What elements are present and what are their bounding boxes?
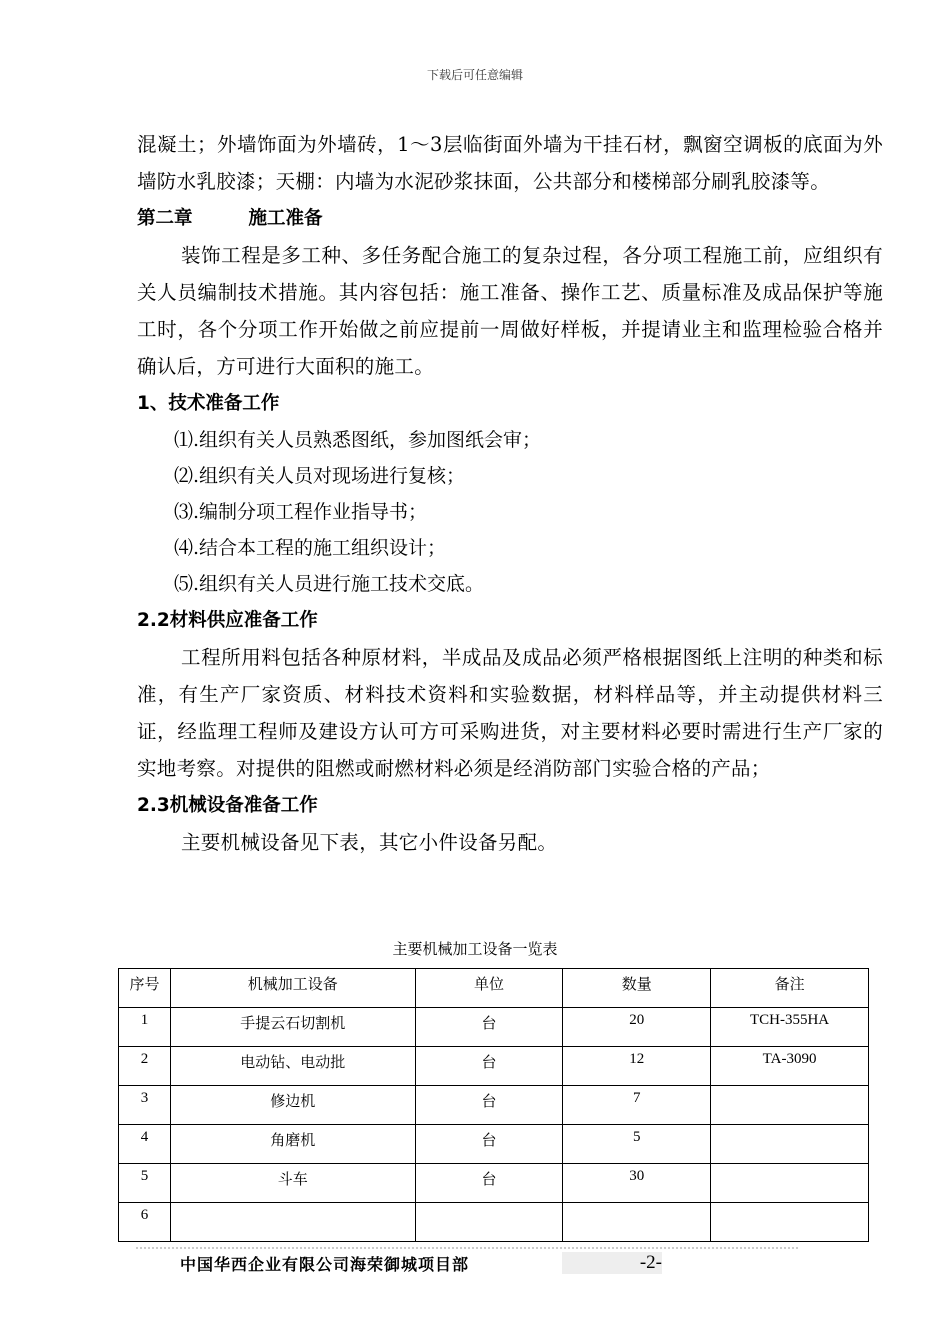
table-cell: TA-3090 — [711, 1047, 869, 1086]
list-item: ⑴.组织有关人员熟悉图纸，参加图纸会审； — [174, 429, 542, 451]
table-cell: 台 — [415, 1086, 563, 1125]
header-cell: 数量 — [563, 969, 711, 1008]
table-cell — [711, 1203, 869, 1242]
intro-paragraph: 混凝土；外墙饰面为外墙砖，1～3层临街面外墙为干挂石材，飘窗空调板的底面为外墙防水乳胶漆；天棚：内墙为水泥砂浆抹面，公共部分和楼梯部分刷乳胶漆等。 — [137, 133, 883, 193]
table-cell: 5 — [119, 1164, 171, 1203]
table-cell: 台 — [415, 1164, 563, 1203]
table-cell: 5 — [563, 1125, 711, 1164]
footer-company: 中国华西企业有限公司海荣御城项目部 — [180, 1255, 470, 1274]
list-item: ⑸.组织有关人员进行施工技术交底。 — [174, 573, 485, 595]
header-cell: 序号 — [119, 969, 171, 1008]
page-header: 下载后可任意编辑 — [426, 68, 523, 82]
section-heading-machinery: 2.3机械设备准备工作 — [137, 795, 318, 816]
table-row — [119, 1008, 869, 1047]
section-heading-tech: 1、技术准备工作 — [137, 393, 280, 414]
section-heading-materials: 2.2材料供应准备工作 — [137, 610, 318, 631]
table-cell — [563, 1203, 711, 1242]
table-cell — [415, 1203, 563, 1242]
table-row — [119, 1164, 869, 1203]
chapter-title: 施工准备 — [248, 208, 323, 229]
header-cell: 机械加工设备 — [170, 969, 415, 1008]
table-cell: 7 — [563, 1086, 711, 1125]
table-cell: 台 — [415, 1125, 563, 1164]
table-cell — [711, 1086, 869, 1125]
footer-divider — [135, 1246, 800, 1250]
header-cell: 单位 — [415, 969, 563, 1008]
materials-paragraph: 工程所用料包括各种原材料，半成品及成品必须严格根据图纸上注明的种类和标准，有生产厂家资质、材料技术资料和实验数据，材料样品等，并主动提供材料三证，经监理工程师及建设方认可方可采购进货，对主要材料必要时需进行生产厂家的实地考察。对提供的阻燃或耐燃材料必须是经消防部门实验合格的产品； — [137, 646, 883, 780]
header-cell: 备注 — [711, 969, 869, 1008]
equipment-table — [118, 968, 869, 1242]
chapter-paragraph: 装饰工程是多工种、多任务配合施工的复杂过程，各分项工程施工前，应组织有关人员编制技术措施。其内容包括：施工准备、操作工艺、质量标准及成品保护等施工时，各个分项工作开始做之前应提前一周做好样板，并提请业主和监理检验合格并确认后，方可进行大面积的施工。 — [137, 244, 883, 378]
table-cell: 电动钻、电动批 — [170, 1047, 415, 1086]
table-cell — [711, 1125, 869, 1164]
table-cell: 角磨机 — [170, 1125, 415, 1164]
machinery-paragraph: 主要机械设备见下表，其它小件设备另配。 — [181, 831, 558, 854]
table-row — [119, 1203, 869, 1242]
table-cell — [170, 1203, 415, 1242]
table-cell: 台 — [415, 1047, 563, 1086]
table-cell: 4 — [119, 1125, 171, 1164]
table-row — [119, 1125, 869, 1164]
list-item: ⑶.编制分项工程作业指导书； — [174, 501, 428, 523]
table-cell: 20 — [563, 1008, 711, 1047]
table-cell — [711, 1164, 869, 1203]
chapter-heading — [137, 200, 883, 237]
document-body — [137, 126, 883, 861]
table-cell: TCH-355HA — [711, 1008, 869, 1047]
list-item: ⑵.组织有关人员对现场进行复核； — [174, 465, 466, 487]
table-row — [119, 1047, 869, 1086]
table-cell: 3 — [119, 1086, 171, 1125]
table-row — [119, 1086, 869, 1125]
table-cell: 30 — [563, 1164, 711, 1203]
table-cell: 手提云石切割机 — [170, 1008, 415, 1047]
table-cell: 6 — [119, 1203, 171, 1242]
page-number: -2- — [562, 1252, 662, 1274]
table-cell: 12 — [563, 1047, 711, 1086]
table-cell: 斗车 — [170, 1164, 415, 1203]
table-cell: 1 — [119, 1008, 171, 1047]
list-item: ⑷.结合本工程的施工组织设计； — [174, 537, 447, 559]
table-caption: 主要机械加工设备一览表 — [392, 940, 558, 958]
table-header-row — [119, 969, 869, 1008]
table-cell: 2 — [119, 1047, 171, 1086]
table-cell: 修边机 — [170, 1086, 415, 1125]
chapter-number: 第二章 — [137, 208, 193, 229]
table-cell: 台 — [415, 1008, 563, 1047]
